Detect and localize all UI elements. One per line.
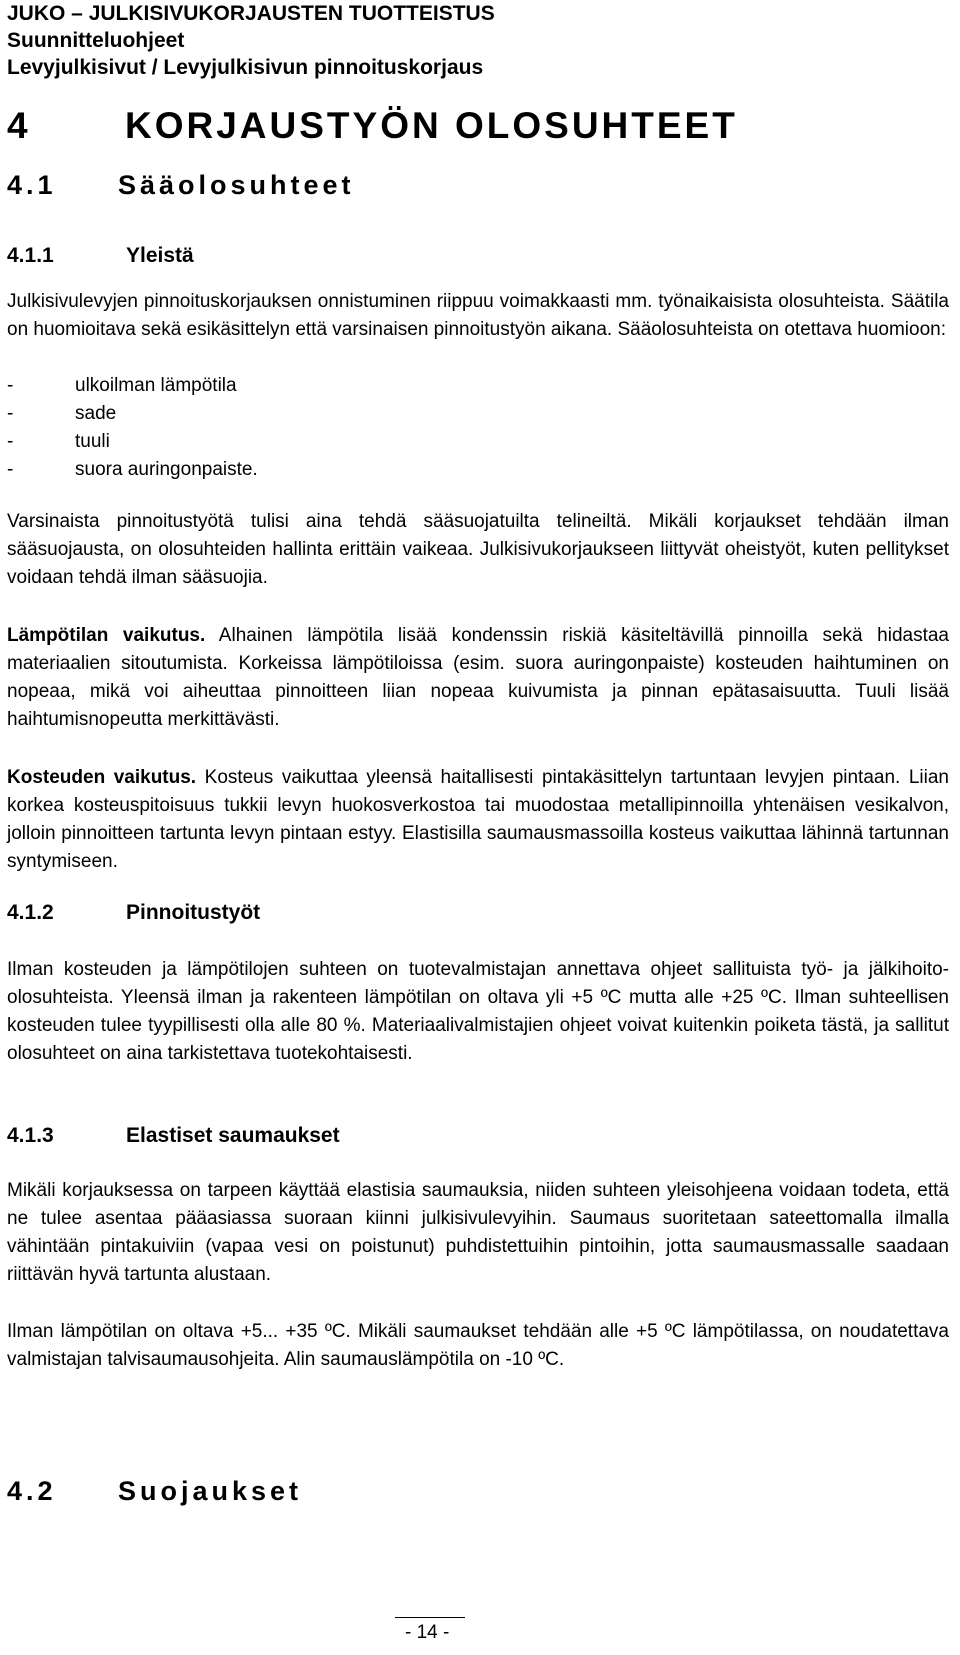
chapter-heading [7,105,738,147]
chapter-title: KORJAUSTYÖN OLOSUHTEET [125,105,738,146]
section-number: 4.2 [7,1476,57,1506]
chapter-number: 4 [7,105,31,146]
footer-divider [395,1617,465,1618]
paragraph-weather-protection: Varsinaista pinnoitustyötä tulisi aina tehdä sääsuojatuilta telineiltä. Mikäli korjaukset tehdään ilman sääsuojausta, on olosuhteiden hallinta erittäin vaikeaa. Julkisivukorjaukseen liittyvät oheistyöt, kuten pellitykset voidaan tehdä ilman sääsuojia. [7,511,949,588]
subsection-heading-4-1-2 [7,901,260,925]
subsection-title: Yleistä [126,244,194,267]
section-title: Sääolosuhteet [118,170,355,200]
list-item: - sade [7,403,117,424]
paragraph-sealing-temperature: Ilman lämpötilan on oltava +5... +35 ºC. Mikäli saumaukset tehdään alle +5 ºC lämpötilassa, on noudatettava valmistajan talvisaumausohjeita. Alin saumauslämpötila on -10 ºC. [7,1321,949,1370]
list-item: - ulkoilman lämpötila [7,375,237,396]
list-item: - suora auringonpaiste. [7,459,258,480]
subsection-title: Elastiset saumaukset [126,1124,340,1147]
section-heading-4-2 [7,1476,302,1507]
list-item: - tuuli [7,431,110,452]
subsection-heading-4-1-3 [7,1124,340,1148]
header-line-3: Levyjulkisivut / Levyjulkisivun pinnoituskorjaus [7,56,484,79]
paragraph-lead-bold: Kosteuden vaikutus. [7,767,197,788]
section-heading-4-1 [7,170,355,201]
section-number: 4.1 [7,170,57,200]
paragraph-moisture: Kosteuden vaikutus. Kosteus vaikuttaa yleensä haitallisesti pintakäsittelyn tartuntaan levyjen pintaan. Liian korkea kosteuspitoisuus tukkii levyn huokosverkostoa tai muodostaa metallipinnoilla yhtenäisen vesikalvon, jolloin pinnoitteen tartunta levyn pintaan estyy. Elastisilla saumausmassoilla kosteus vaikuttaa lähinnä tartunnan syntymiseen. [7,767,949,872]
subsection-heading-4-1-1 [7,244,194,268]
document-header [7,0,495,81]
paragraph-temperature: Lämpötilan vaikutus. Alhainen lämpötila lisää kondenssin riskiä käsiteltävillä pinnoilla sekä hidastaa materiaalien sitoutumista. Korkeissa lämpötiloissa (esim. suora auringonpaiste) kosteuden haihtuminen on nopeaa, mikä voi aiheuttaa pinnoitteen liian nopeaa kuivumista ja pinnan epätasaisuutta. Tuuli lisää haihtumisnopeutta merkittävästi. [7,625,949,730]
paragraph-lead-bold: Lämpötilan vaikutus. [7,625,206,646]
page-number: - 14 - [405,1622,450,1643]
paragraph-sealing: Mikäli korjauksessa on tarpeen käyttää elastisia saumauksia, niiden suhteen yleisohjeena voidaan todeta, että ne tulee asentaa pääasiassa suoraan kiinni julkisivulevyihin. Saumaus suoritetaan sateettomalla ilmalla vähintään pintakuiviin (vapaa vesi on poistunut) puhdistettuihin pintoihin, jotta saumausmassalle saadaan riittävän hyvä tartunta alustaan. [7,1180,949,1285]
subsection-number: 4.1.1 [7,244,54,267]
header-line-2: Suunnitteluohjeet [7,29,185,52]
subsection-number: 4.1.2 [7,901,54,924]
paragraph-coating-work: Ilman kosteuden ja lämpötilojen suhteen on tuotevalmistajan annettava ohjeet sallituista työ- ja jälkihoito-olosuhteista. Yleensä ilman ja rakenteen lämpötilan on oltava yli +5 ºC mutta alle +25 ºC. Ilman suhteellisen kosteuden tulee tyypillisesti olla alle 80 %. Materiaalivalmistajien ohjeet voivat kuitenkin poiketa tästä, ja sallitut olosuhteet on aina tarkistettava tuotekohtaisesti. [7,959,949,1064]
subsection-number: 4.1.3 [7,1124,54,1147]
subsection-title: Pinnoitustyöt [126,901,261,924]
paragraph-intro: Julkisivulevyjen pinnoituskorjauksen onnistuminen riippuu voimakkaasti mm. työnaikaisista olosuhteista. Säätila on huomioitava sekä esikäsittelyn että varsinaisen pinnoitustyön aikana. Sääolosuhteista on otettava huomioon: [7,291,949,340]
header-line-1: JUKO – JULKISIVUKORJAUSTEN TUOTTEISTUS [7,2,495,25]
section-title: Suojaukset [118,1476,303,1506]
condition-list [7,372,258,484]
